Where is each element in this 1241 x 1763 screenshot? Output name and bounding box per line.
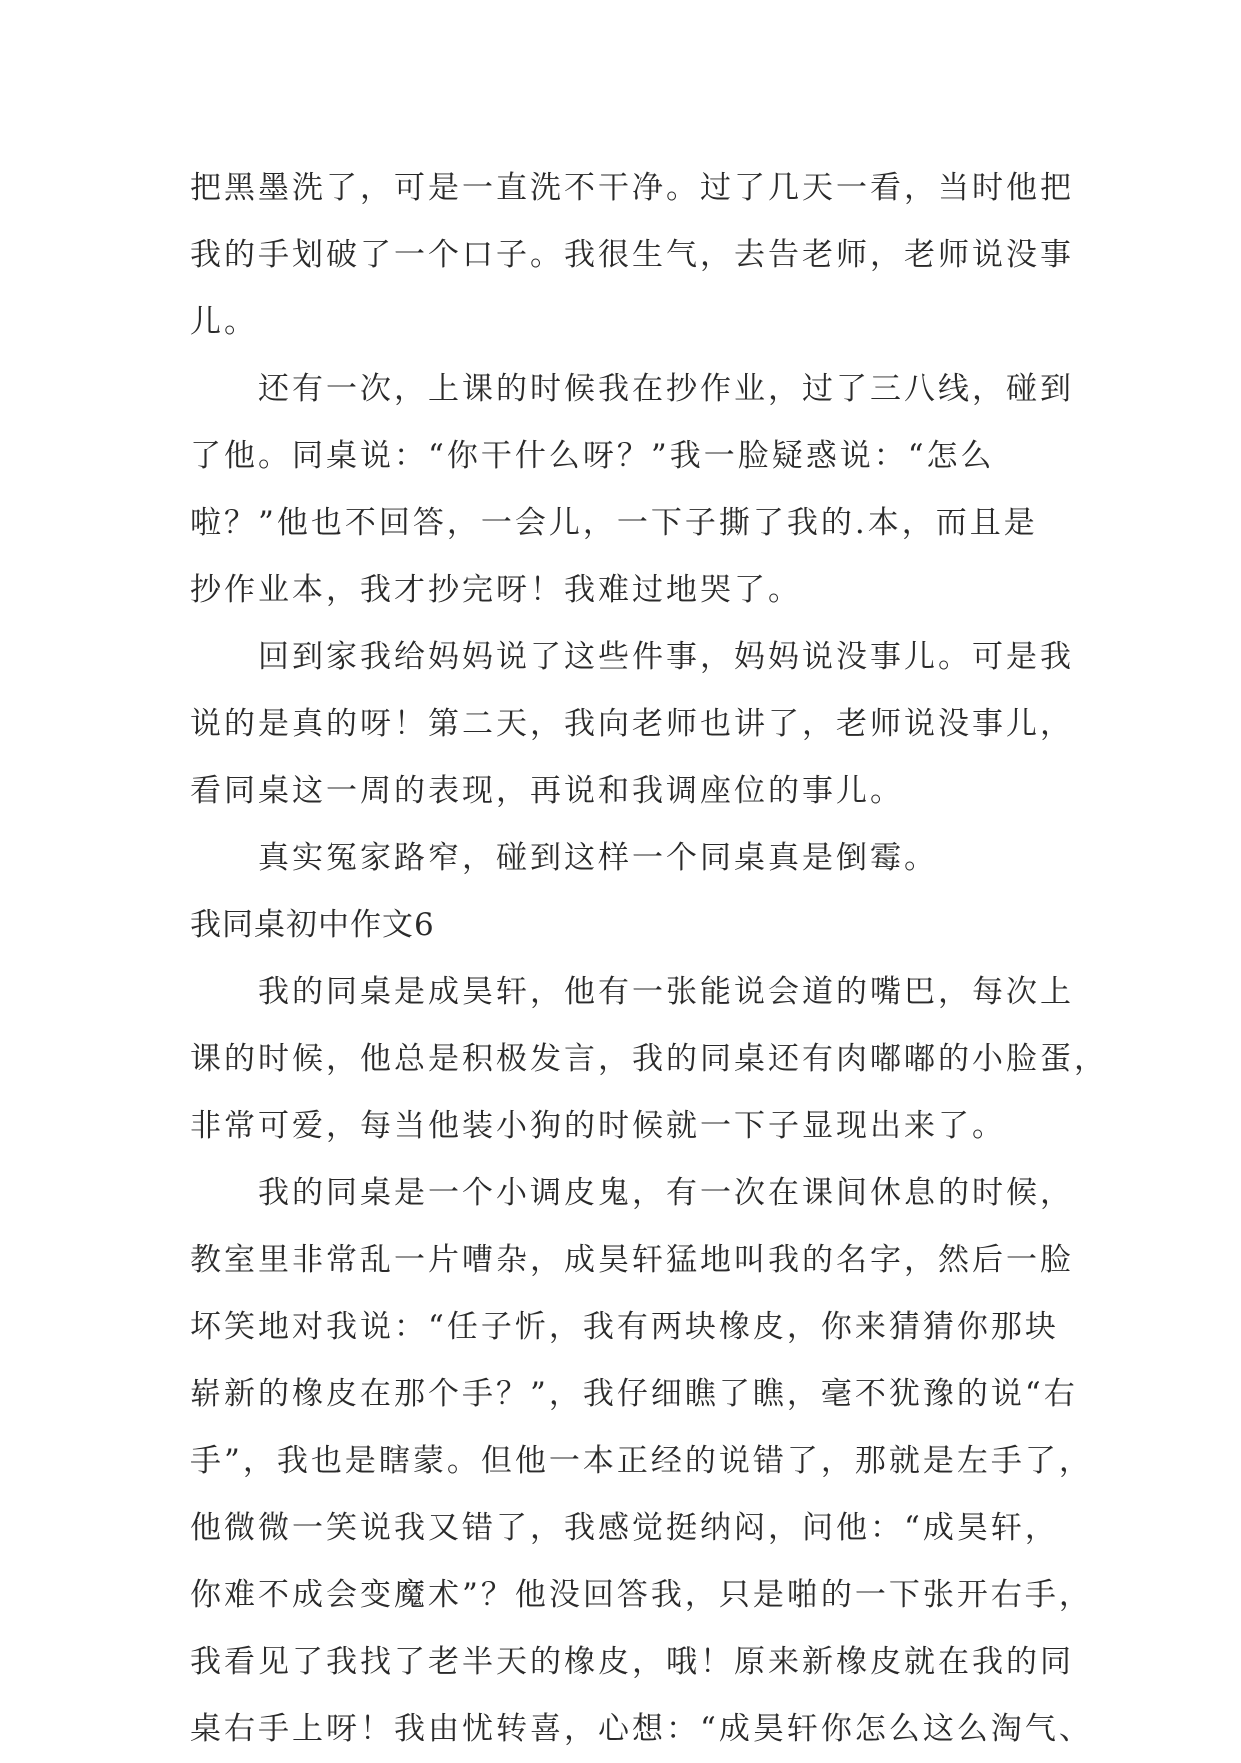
section-heading [190,892,1070,959]
heading-text: 我同桌初中作文6 [190,907,435,943]
text-line: 我的手划破了一个口子。我很生气，去告老师，老师说没事 [190,237,1074,273]
paragraph [190,825,1070,892]
text-line: 抄作业本，我才抄完呀！我难过地哭了。 [190,572,802,608]
text-line: 我的同桌是一个小调皮鬼，有一次在课间休息的时候， [258,1175,1074,1211]
text-line: 还有一次，上课的时候我在抄作业，过了三八线，碰到 [258,371,1074,407]
text-line: 真实冤家路窄，碰到这样一个同桌真是倒霉。 [258,840,938,876]
text-line: 桌右手上呀！我由忧转喜，心想：“成昊轩你怎么这么淘气、 [190,1711,1093,1747]
text-line: 我的同桌是成昊轩，他有一张能说会道的嘴巴，每次上 [258,974,1074,1010]
text-line: 说的是真的呀！第二天，我向老师也讲了，老师说没事儿， [190,706,1074,742]
text-line: 啦？”他也不回答，一会儿，一下子撕了我的.本，而且是 [190,505,1038,541]
text-line: 课的时候，他总是积极发言，我的同桌还有肉嘟嘟的小脸蛋， [190,1041,1108,1077]
text-line: 看同桌这一周的表现，再说和我调座位的事儿。 [190,773,904,809]
text-line: 坏笑地对我说：“任子忻，我有两块橡皮，你来猜猜你那块 [190,1309,1059,1345]
paragraph [190,356,1074,624]
text-line: 非常可爱，每当他装小狗的时候就一下子显现出来了。 [190,1108,1006,1144]
text-line: 崭新的橡皮在那个手？”，我仔细瞧了瞧，毫不犹豫的说“右 [190,1376,1078,1412]
paragraph [190,959,1108,1160]
paragraph [190,624,1074,825]
text-line: 把黑墨洗了，可是一直洗不干净。过了几天一看，当时他把 [190,170,1074,206]
document-body [190,155,1108,1763]
text-line: 我看见了我找了老半天的橡皮，哦！原来新橡皮就在我的同 [190,1644,1074,1680]
text-line: 回到家我给妈妈说了这些件事，妈妈说没事儿。可是我 [258,639,1074,675]
text-line: 他微微一笑说我又错了，我感觉挺纳闷，问他：“成昊轩， [190,1510,1059,1546]
text-line: 教室里非常乱一片嘈杂，成昊轩猛地叫我的名字，然后一脸 [190,1242,1074,1278]
text-line: 儿。 [190,304,258,340]
text-line: 了他。同桌说：“你干什么呀？”我一脸疑惑说：“怎么 [190,438,995,474]
paragraph [190,155,1074,356]
text-line: 你难不成会变魔术”？他没回答我，只是啪的一下张开右手， [190,1577,1093,1613]
paragraph [190,1160,1093,1763]
text-line: 手”，我也是瞎蒙。但他一本正经的说错了，那就是左手了， [190,1443,1093,1479]
